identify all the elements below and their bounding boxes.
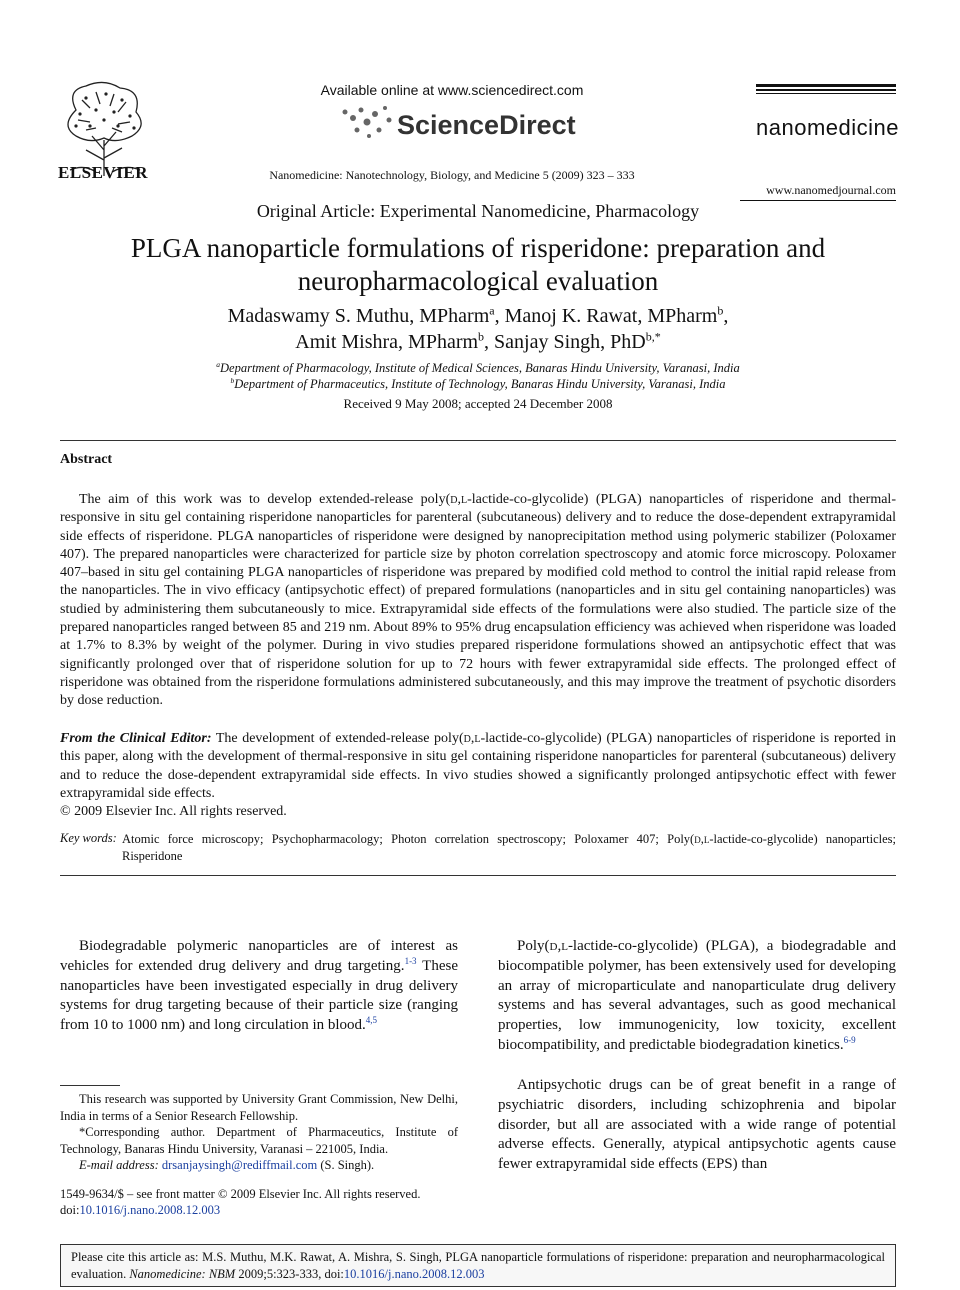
sciencedirect-logo xyxy=(337,100,577,144)
reference-link[interactable]: 4,5 xyxy=(365,1015,378,1026)
doi-link[interactable]: 10.1016/j.nano.2008.12.003 xyxy=(79,1203,221,1217)
available-online-text: Available online at www.sciencedirect.com xyxy=(320,82,584,98)
clinical-editor-label: From the Clinical Editor: xyxy=(60,731,212,746)
abstract-text: The aim of this work was to develop extended-release poly(d,l-lactide-co-glycolide) (PLGA) nanoparticles of risperidone and thermal-responsive in situ gel containing risperidone nanoparticles for parenteral (subcutaneous) delivery and to reduce the dose-dependent extrapyramidal side effects of risperidone. PLGA nanoparticles of risperidone were designed by nanoprecipitation method using polymeric stabilizer (Poloxamer 407). The prepared nanoparticles were characterized for particle size by photon correlation spectroscopy and atomic force microscopy. Poloxamer 407–based in situ gel containing PLGA nanoparticles of risperidone was prepared by modified cold method to control the initial rapid release from the nanoparticles. The in vivo efficacy (antipsychotic effect) of prepared formulations (nanoparticles and in situ gel containing nanoparticles) was studied by administering them subcutaneously to mice. Extrapyramidal side effects of the formulations were also studied. The particle size of the prepared nanoparticles ranged between 85 and 219 nm. About 89% to 95% drug encapsulation efficiency was achieved when risperidone was loaded at 1.7% to 8.3% by weight of the polymer. During in vivo studies prepared risperidone formulations showed an antipsychotic effect that was significantly prolonged over that of risperidone solution for up to 72 hours with fewer extrapyramidal side effects. The prolonged effect of risperidone was obtained from the risperidone formulations administered subcutaneously, and this may improve the treatment of psychotic disorders by dose reduction. xyxy=(60,492,896,709)
affiliation-mark: b xyxy=(230,375,235,385)
author-affiliation-mark: a xyxy=(489,303,495,318)
affiliations xyxy=(60,360,896,392)
cite-doi-link[interactable]: 10.1016/j.nano.2008.12.003 xyxy=(343,1267,485,1281)
email-link[interactable]: drsanjaysingh@rediffmail.com xyxy=(161,1158,318,1172)
article-type: Original Article: Experimental Nanomedicine, Pharmacology xyxy=(256,201,700,221)
abstract-bottom-rule xyxy=(60,875,896,876)
doi-line: doi:10.1016/j.nano.2008.12.003 xyxy=(60,1203,221,1217)
corresponding-author-footnote: *Corresponding author. Department of Pharmaceutics, Institute of Technology, Banaras Hindu University, Varanasi – 221005, India. xyxy=(60,1125,458,1156)
author-affiliation-mark: b xyxy=(478,329,485,344)
cite-journal: Nanomedicine: NBM xyxy=(129,1267,236,1281)
sciencedirect-wordmark: ScienceDirect xyxy=(397,110,576,140)
article-title xyxy=(60,232,896,298)
citation-box: Please cite this article as: M.S. Muthu, M.K. Rawat, A. Mishra, S. Singh, PLGA nanoparticle formulations of risperidone: preparation and neuropharmacological evaluation. Nanomedicine: NBM 2009;5:323-333, doi:10.1016/j.nano.2008.12.003 xyxy=(60,1244,896,1287)
clinical-editor-note: From the Clinical Editor: The development of extended-release poly(d,l-lactide-co-glycolide) (PLGA) nanoparticles of risperidone is reported in this paper, along with the development of thermal-responsive in situ gel containing risperidone nanoparticles for parenteral (subcutaneous) delivery and to reduce the dose-dependent extrapyramidal side effects. In vivo studies showed a significantly prolonged antipsychotic effect with fewer extrapyramidal side effects. xyxy=(60,731,896,801)
author-name[interactable]: Sanjay Singh, PhD xyxy=(494,331,646,353)
journal-url[interactable]: www.nanomedjournal.com xyxy=(766,183,896,197)
keywords-list: Atomic force microscopy; Psychopharmacology; Photon correlation spectroscopy; Poloxamer 407; Poly(d,l-lactide-co-glycolide) nanoparticles; Risperidone xyxy=(122,832,896,863)
affiliation-text: Department of Pharmaceutics, Institute of Technology, Banaras Hindu University, Varanasi, India xyxy=(234,377,726,391)
author-separator: , xyxy=(494,305,505,327)
publisher-name: ELSEVIER xyxy=(58,163,148,182)
author-name[interactable]: Amit Mishra, MPharm xyxy=(295,331,479,353)
affiliation-mark: a xyxy=(216,359,220,369)
footnote-rule xyxy=(60,1085,120,1086)
journal-logo-rules xyxy=(756,84,896,96)
received-dates: Received 9 May 2008; accepted 24 December 2008 xyxy=(343,396,613,411)
reference-link[interactable]: 1-3 xyxy=(404,955,417,966)
title-line-1: PLGA nanoparticle formulations of risperidone: preparation and xyxy=(130,233,826,263)
title-line-2: neuropharmacological evaluation xyxy=(297,266,659,296)
email-footnote: E-mail address: drsanjaysingh@rediffmail.com (S. Singh). xyxy=(79,1158,375,1172)
author-affiliation-mark: b xyxy=(717,303,724,318)
keywords-label: Key words: xyxy=(60,831,117,845)
abstract-copyright: © 2009 Elsevier Inc. All rights reserved. xyxy=(60,804,287,819)
reference-link[interactable]: 6-9 xyxy=(843,1034,856,1045)
author-affiliation-mark: b,* xyxy=(645,329,661,344)
affiliation xyxy=(60,376,896,392)
author-name[interactable]: Manoj K. Rawat, MPharm xyxy=(504,305,718,327)
journal-citation: Nanomedicine: Nanotechnology, Biology, and Medicine 5 (2009) 323 – 333 xyxy=(269,168,635,182)
body-paragraph: Biodegradable polymeric nanoparticles are of interest as vehicles for extended drug delivery and drug targeting.$^{1-3}$ These nanoparticles have been investigated especially in drug delivery systems for drug targeting because of their particle size (ranging from 10 to 1000 nm) and long circulation in blood.$^{4,5}$ xyxy=(60,938,458,1034)
body-paragraph: Antipsychotic drugs can be of great benefit in a range of psychiatric disorders, including schizophrenia and bipolar disorder, but all are associated with a wide range of potential adverse effects. Generally, atypical antipsychotic agents cause fewer extrapyramidal side effects (EPS) than xyxy=(498,1077,896,1173)
author-name[interactable]: Madaswamy S. Muthu, MPharm xyxy=(227,305,490,327)
affiliation-text: Department of Pharmacology, Institute of Medical Sciences, Banaras Hindu University, Varanasi, India xyxy=(220,361,740,375)
author-separator: , xyxy=(484,331,495,353)
abstract-heading: Abstract xyxy=(60,452,113,467)
author-list xyxy=(60,303,896,355)
abstract-top-rule xyxy=(60,440,896,441)
affiliation xyxy=(60,360,896,376)
funding-footnote: This research was supported by University Grant Commission, New Delhi, India in terms of a Senior Research Fellowship. xyxy=(60,1092,458,1123)
journal-logo: nanomedicine xyxy=(756,115,899,140)
body-paragraph: Poly(d,l-lactide-co-glycolide) (PLGA), a biodegradable and biocompatible polymer, has been extensively used for developing an array of microparticulate and nanoparticulate drug delivery systems and has several advantages, such as good mechanical properties, low immunogenicity, low toxicity, excellent biocompatibility, and predictable biodegradation kinetics.$^{6-9}$ xyxy=(498,938,896,1053)
author-separator: , xyxy=(723,305,729,327)
issn-line: 1549-9634/$ – see front matter © 2009 Elsevier Inc. All rights reserved. xyxy=(60,1187,421,1201)
